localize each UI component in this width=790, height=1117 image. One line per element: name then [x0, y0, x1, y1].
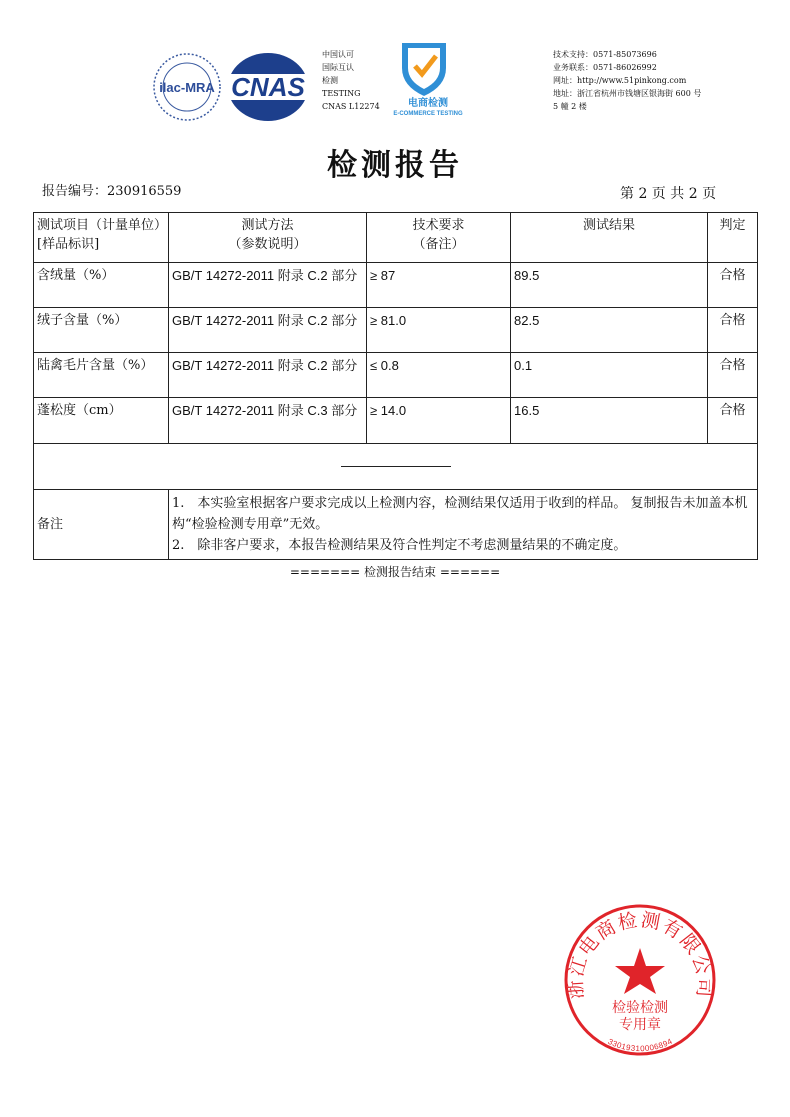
- official-seal-stamp: [562, 902, 718, 1058]
- ecommerce-logo-cn: 电商检测: [408, 98, 448, 109]
- cell-result: 82.5: [511, 308, 708, 353]
- cell-requirement: ≥ 87: [367, 263, 511, 308]
- table-row: [34, 353, 758, 398]
- end-of-report: ======= 检测报告结束 ======: [289, 565, 501, 579]
- table-row: [34, 263, 758, 308]
- contact-line: 网址：http://www.51pinkong.com: [553, 76, 687, 85]
- cell-verdict: 合格: [708, 398, 758, 444]
- cell-method: GB/T 14272-2011 附录 C.2 部分: [169, 263, 367, 308]
- table-row: [34, 308, 758, 353]
- ecommerce-shield-icon: [388, 38, 468, 98]
- header-requirement: 技术要求: [412, 218, 465, 233]
- svg-text:ilac-MRA: ilac-MRA: [159, 80, 215, 95]
- page-info: 第 2 页 共 2 页: [620, 186, 717, 202]
- cell-item: 含绒量（%）: [34, 263, 169, 308]
- cell-method: GB/T 14272-2011 附录 C.2 部分: [169, 353, 367, 398]
- note-item: 1. 本实验室根据客户要求完成以上检测内容，检测结果仅适用于收到的样品。 复制报告未加盖本机构“检验检测专用章”无效。: [172, 496, 748, 532]
- contact-line: 地址：浙江省杭州市钱塘区银海街 600 号: [553, 89, 702, 98]
- table-header-row: [34, 213, 758, 263]
- acc-line: 中国认可: [322, 50, 354, 59]
- cell-result: 0.1: [511, 353, 708, 398]
- header-item-sub: [样品标识]: [37, 237, 100, 252]
- acc-line: CNAS L12274: [322, 102, 380, 111]
- header-result: 测试结果: [582, 218, 635, 233]
- cell-item: 陆禽毛片含量（%）: [34, 353, 169, 398]
- report-number: 报告编号：230916559: [42, 184, 182, 199]
- acc-line: 检测: [322, 76, 338, 85]
- svg-text:专用章: 专用章: [619, 1017, 661, 1033]
- contact-info: [553, 48, 701, 113]
- accreditation-logos: [150, 50, 310, 125]
- cell-result: 89.5: [511, 263, 708, 308]
- cell-requirement: ≤ 0.8: [367, 353, 511, 398]
- header-method: 测试方法: [241, 218, 294, 233]
- header-item: 测试项目（计量单位）: [37, 218, 168, 233]
- results-table: [33, 212, 758, 560]
- cell-item: 蓬松度（cm）: [34, 398, 169, 444]
- cell-item: 绒子含量（%）: [34, 308, 169, 353]
- page-title: 检测报告: [327, 148, 463, 183]
- notes-row: [34, 490, 758, 560]
- cell-verdict: 合格: [708, 353, 758, 398]
- svg-text:浙江电商检测有限公司: 浙江电商检测有限公司: [564, 908, 716, 1000]
- acc-line: 国际互认: [322, 63, 354, 72]
- cell-requirement: ≥ 14.0: [367, 398, 511, 444]
- header-requirement-sub: （备注）: [412, 237, 465, 252]
- cell-verdict: 合格: [708, 308, 758, 353]
- cell-method: GB/T 14272-2011 附录 C.3 部分: [169, 398, 367, 444]
- table-row: [34, 398, 758, 444]
- header-verdict: 判定: [719, 218, 746, 233]
- contact-line: 技术支持：0571-85073696: [553, 50, 657, 59]
- contact-line: 5 幢 2 楼: [553, 102, 587, 111]
- cell-verdict: 合格: [708, 263, 758, 308]
- svg-text:检验检测: 检验检测: [612, 1000, 668, 1016]
- note-item: 2. 除非客户要求，本报告检测结果及符合性判定不考虑测量结果的不确定度。: [172, 538, 627, 553]
- accreditation-text: [322, 48, 380, 113]
- divider-line: [341, 466, 451, 467]
- cell-requirement: ≥ 81.0: [367, 308, 511, 353]
- notes-label: 备注: [34, 490, 169, 560]
- cell-result: 16.5: [511, 398, 708, 444]
- svg-text:33019310006894: 33019310006894: [606, 1036, 674, 1053]
- blank-row: [34, 444, 758, 490]
- ecommerce-logo-en: E-COMMERCE TESTING: [393, 111, 463, 117]
- cell-method: GB/T 14272-2011 附录 C.2 部分: [169, 308, 367, 353]
- contact-line: 业务联系：0571-86026992: [553, 63, 657, 72]
- svg-text:CNAS: CNAS: [231, 72, 305, 102]
- results-section: [33, 212, 757, 580]
- header-method-sub: （参数说明）: [228, 237, 307, 252]
- acc-line: TESTING: [322, 89, 361, 98]
